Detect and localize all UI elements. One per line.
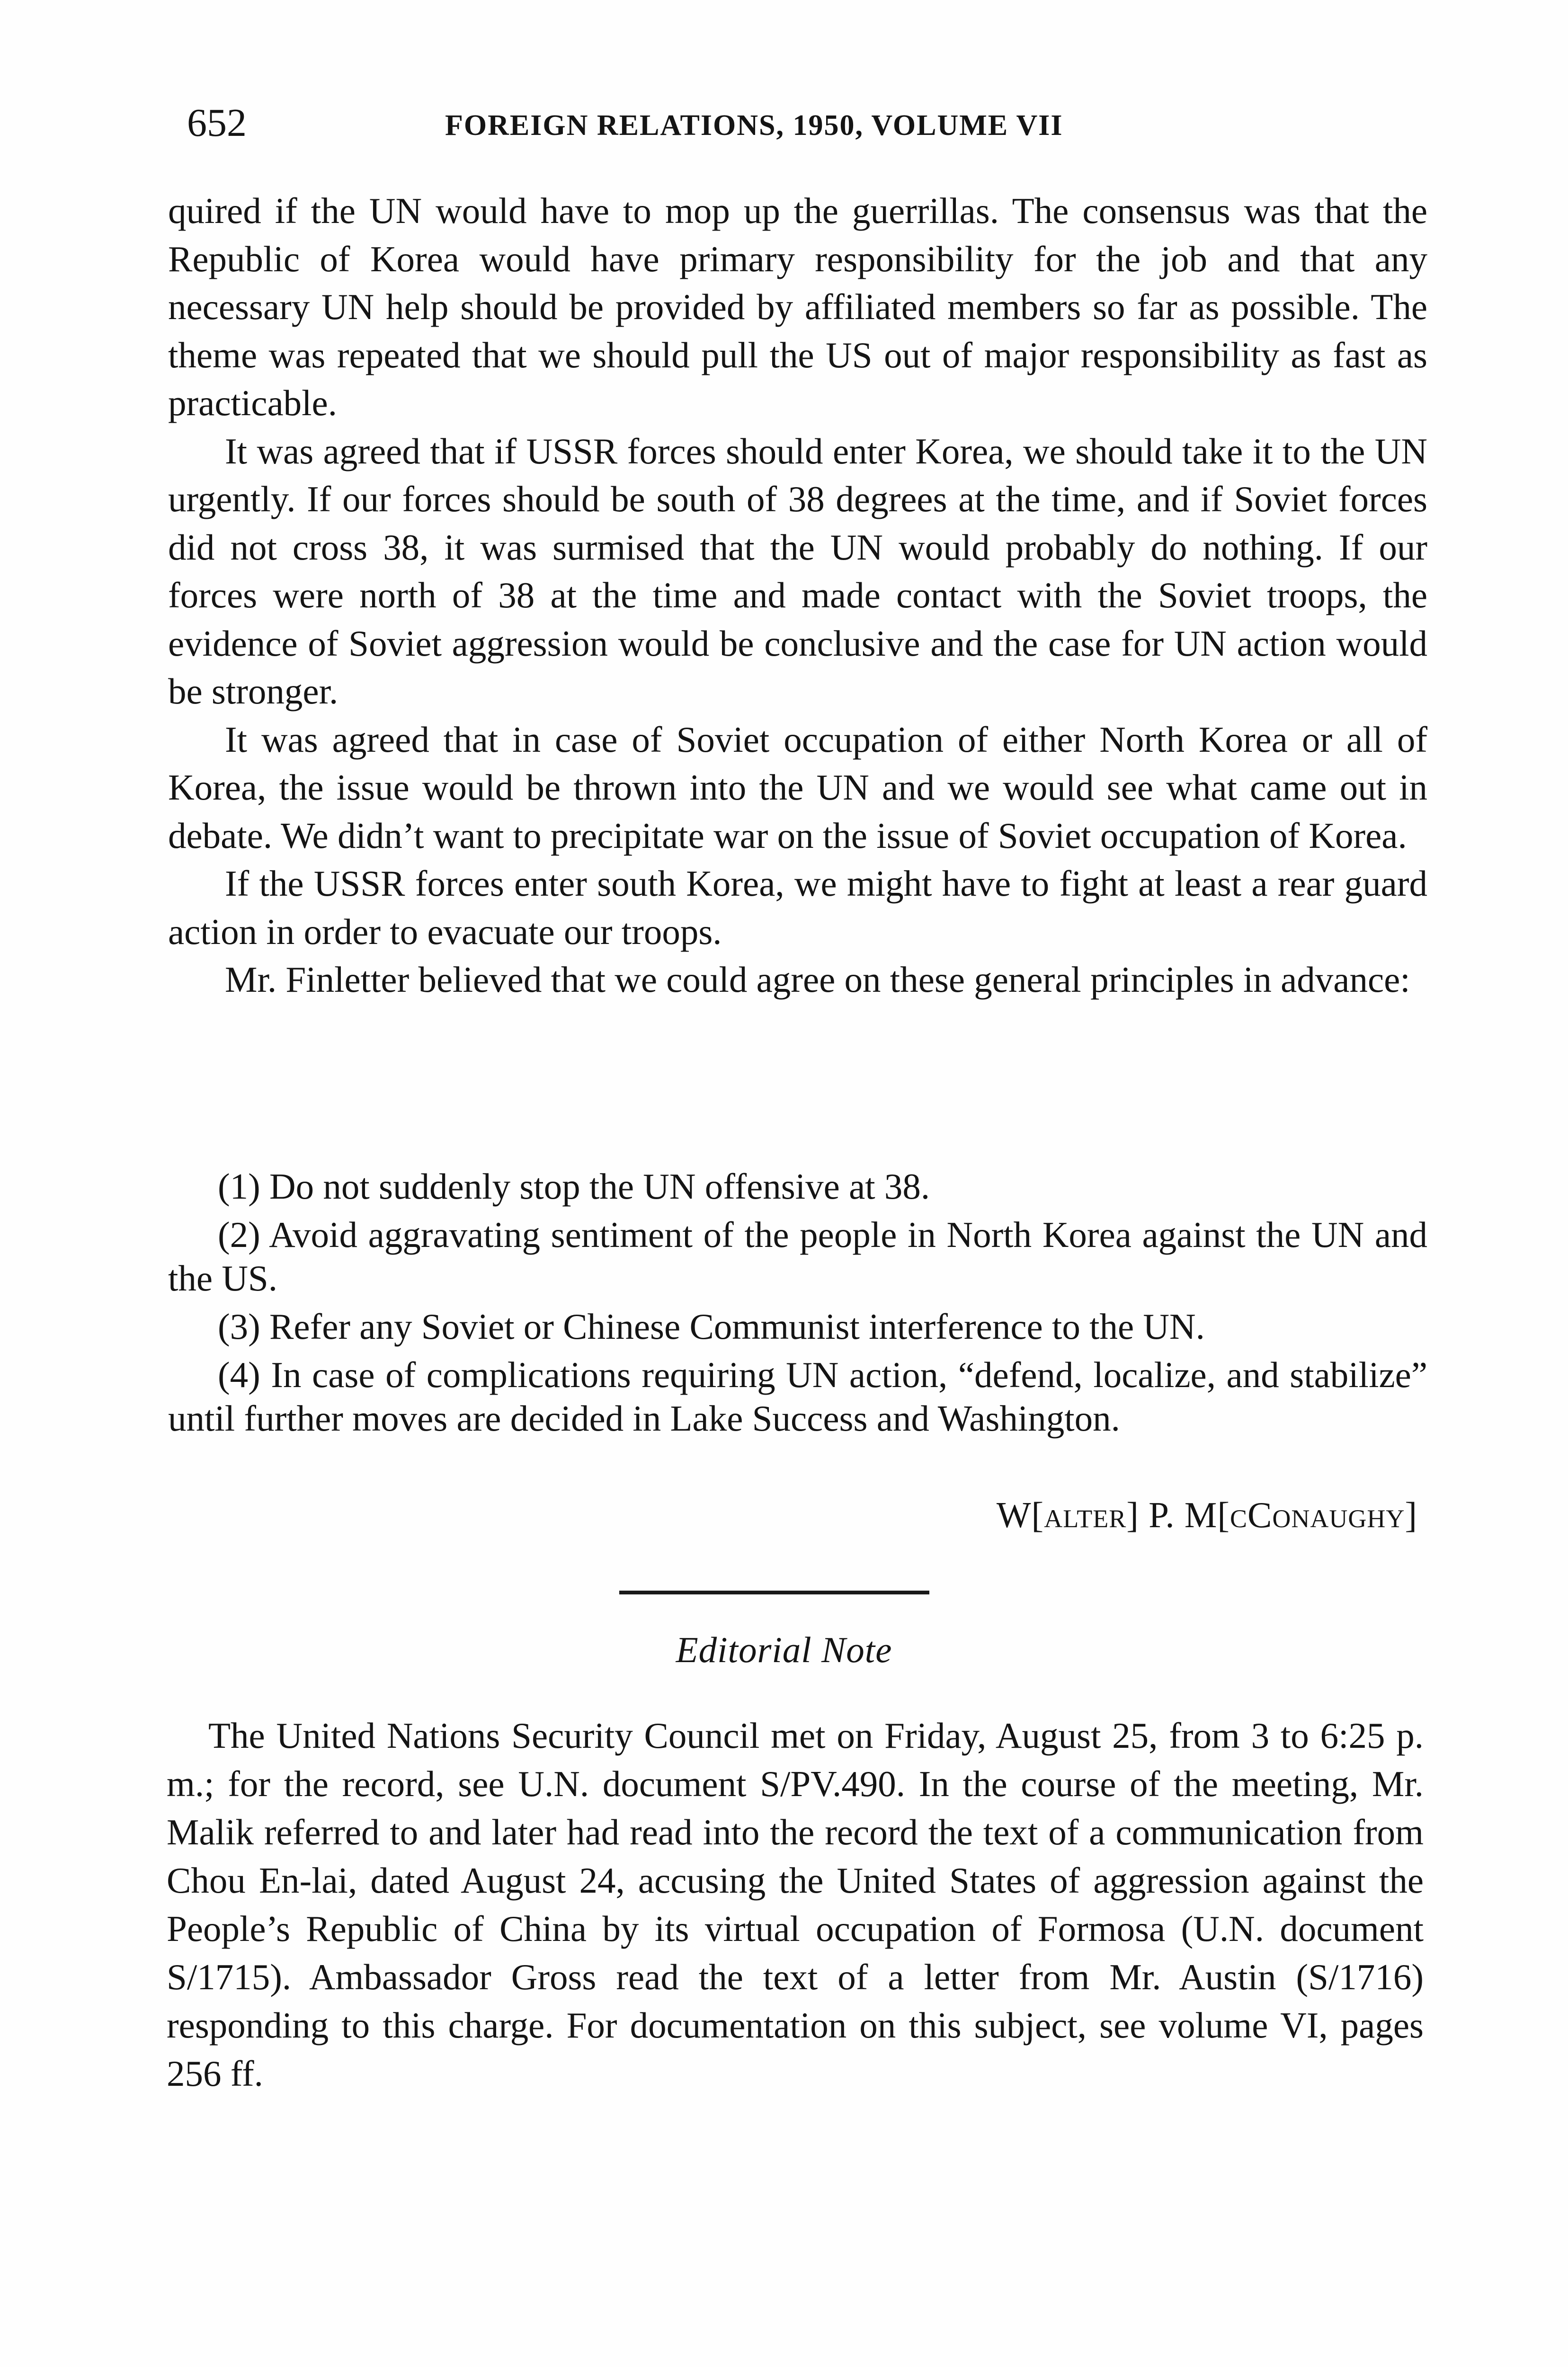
paragraph-finletter: Mr. Finletter believed that we could agree on these general principles in advance: xyxy=(225,959,1410,1000)
editorial-note-body xyxy=(167,1711,1424,2098)
list-item: (1) Do not suddenly stop the UN offensive at 38. xyxy=(218,1166,930,1207)
list-item: (2) Avoid aggravating sentiment of the people in North Korea against the UN and the US. xyxy=(168,1214,1427,1299)
paragraph-soviet-occupation: It was agreed that in case of Soviet occupation of either North Korea or all of Korea, the issue would be thrown into the UN and we would see what came out in debate. We didn’t want to precipitate war on the issue of Soviet occupation of Korea. xyxy=(168,719,1427,856)
paragraph-continued: quired if the UN would have to mop up the guerrillas. The consensus was that the Republic of Korea would have primary responsibility for the job and that any necessary UN help should be provided by affiliated members so far as possible. The theme was repeated that we should pull the US out of major responsibility as fast as practicable. xyxy=(168,190,1427,423)
list-item: (3) Refer any Soviet or Chinese Communist interference to the UN. xyxy=(218,1306,1205,1347)
section-divider xyxy=(619,1591,929,1594)
running-head: FOREIGN RELATIONS, 1950, VOLUME VII xyxy=(445,109,1063,142)
page-number: 652 xyxy=(187,101,247,145)
memo-body xyxy=(168,187,1427,1004)
list-item: (4) In case of complications requiring UN action, “defend, localize, and stabilize” until further moves are decided in Lake Success and Washington. xyxy=(168,1354,1427,1439)
page-header xyxy=(187,99,1210,151)
signature: W[alter] P. M[cConaughy] xyxy=(996,1495,1417,1535)
paragraph-rear-guard: If the USSR forces enter south Korea, we might have to fight at least a rear guard action in order to evacuate our troops. xyxy=(168,863,1427,952)
editorial-note-heading: Editorial Note xyxy=(676,1629,892,1670)
principles-list xyxy=(168,1165,1427,1445)
editorial-note-paragraph: The United Nations Security Council met on Friday, August 25, from 3 to 6:25 p. m.; for the record, see U.N. document S/PV.490. In the course of the meeting, Mr. Malik referred to and later had read into the record the text of a communication from Chou En-lai, dated August 24, accusing the United States of aggression against the People’s Republic of China by its virtual occupation of Formosa (U.N. document S/1715). Ambassador Gross read the text of a letter from Mr. Austin (S/1716) responding to this charge. For documentation on this subject, see volume VI, pages 256 ff. xyxy=(167,1715,1424,2094)
paragraph-ussr-forces: It was agreed that if USSR forces should enter Korea, we should take it to the UN urgently. If our forces should be south of 38 degrees at the time, and if Soviet forces did not cross 38, it was surmised that the UN would probably do nothing. If our forces were north of 38 at the time and made contact with the Soviet troops, the evidence of Soviet aggression would be conclusive and the case for UN action would be stronger. xyxy=(168,430,1427,712)
